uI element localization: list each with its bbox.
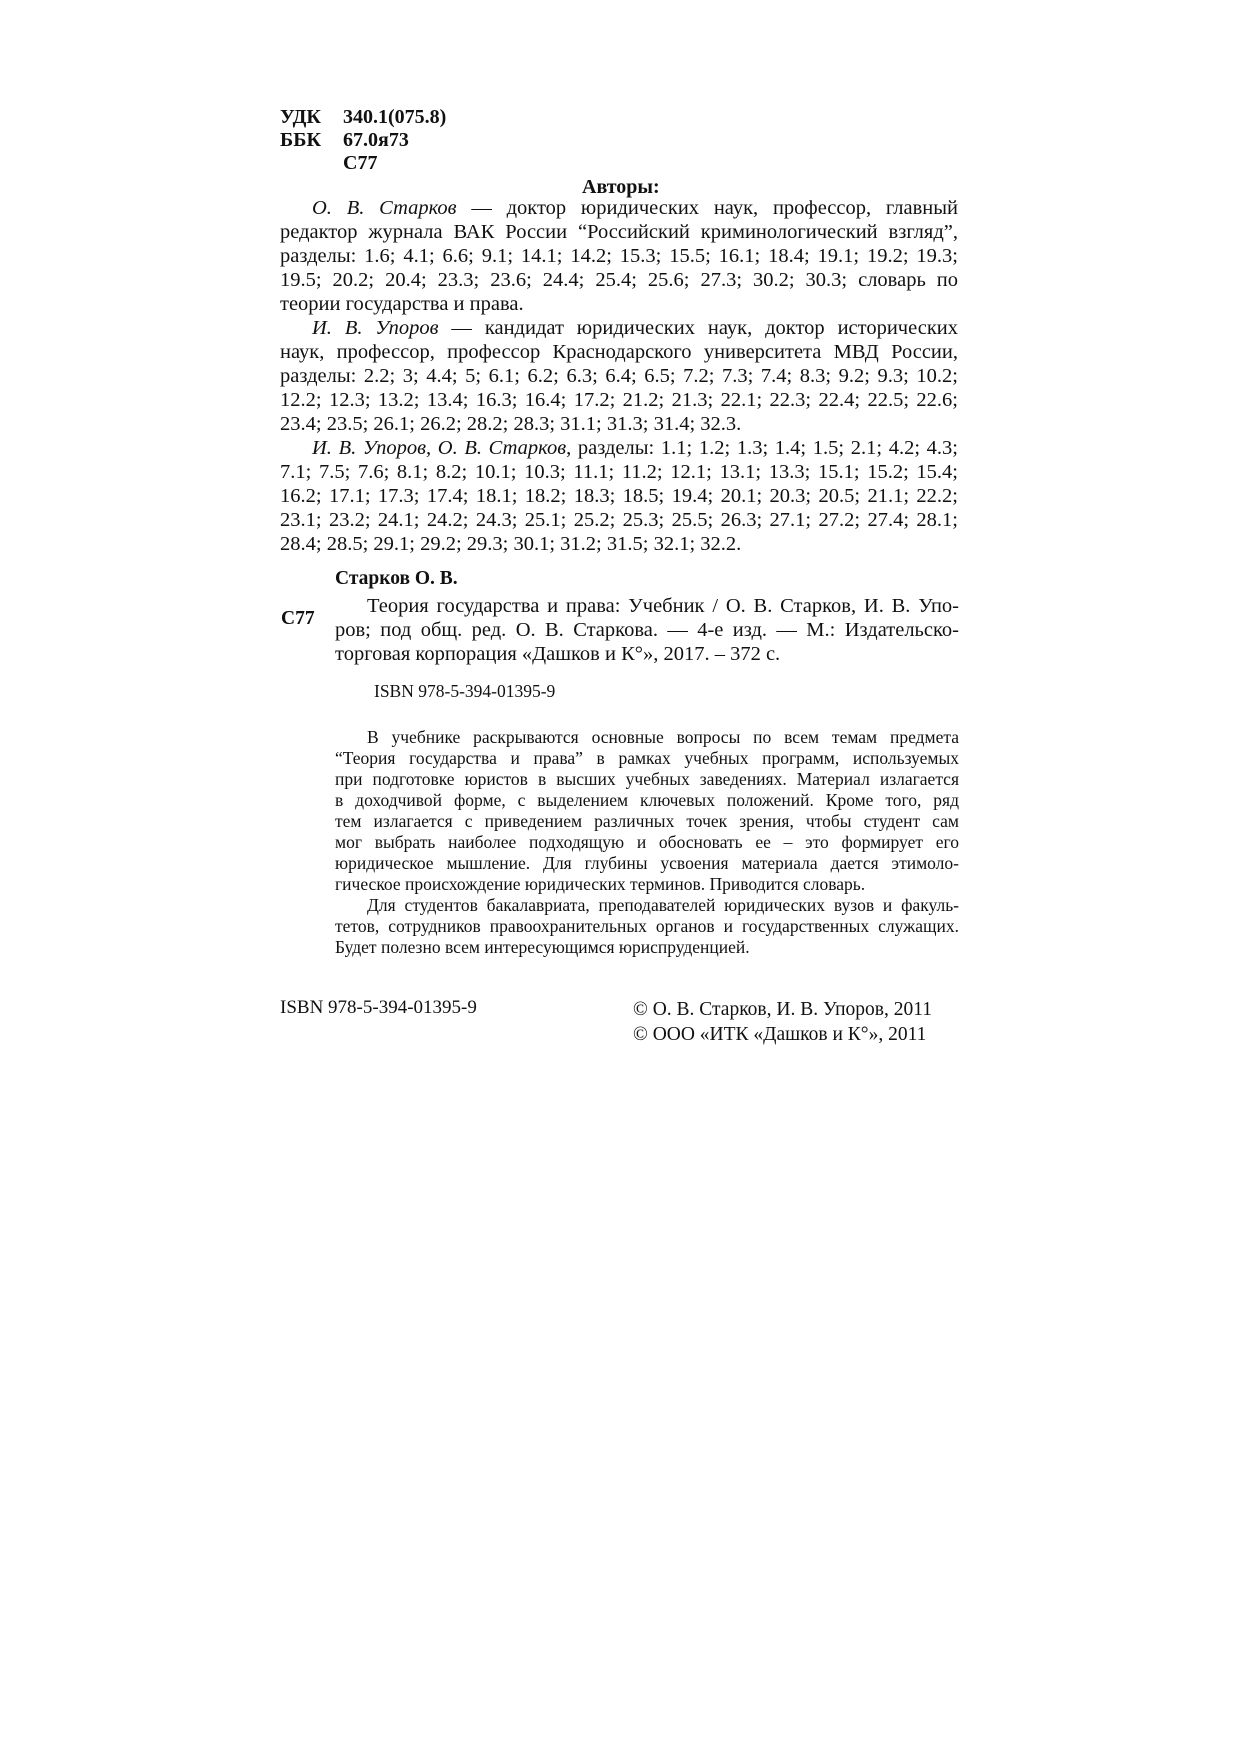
author-name-starkov: О. В. Старков — [312, 197, 457, 219]
bbk-row — [280, 129, 446, 152]
author-mark-row — [280, 152, 446, 175]
udk-label: УДК — [280, 106, 321, 128]
author-line: 19.5; 20.2; 20.4; 23.3; 23.6; 24.4; 25.4; 25.6; 27.3; 30.2; 30.3; словарь по — [280, 269, 958, 291]
abstract-line: при подготовке юристов в высших учебных заведениях. Материал излагается — [335, 769, 959, 789]
author-line: теории государства и права. — [280, 293, 524, 315]
author-mark: С77 — [343, 152, 378, 174]
abstract-line: тем излагается с приведением различных точек зрения, чтобы студент сам — [335, 811, 959, 831]
catalog-line: Теория государства и права: Учебник / О. В. Старков, И. В. Упо- — [367, 595, 959, 617]
abstract-line: мог выбрать наиболее подходящую и обосновать ее – это формирует его — [335, 832, 959, 852]
copyright-publisher: © ООО «ИТК «Дашков и К°», 2011 — [633, 1024, 927, 1045]
author-line: 23.4; 23.5; 26.1; 26.2; 28.2; 28.3; 31.1; 31.3; 31.4; 32.3. — [280, 413, 742, 435]
footer-isbn: ISBN 978-5-394-01395-9 — [280, 997, 477, 1018]
author-line: разделы: 2.2; 3; 4.4; 5; 6.1; 6.2; 6.3; 6.4; 6.5; 7.2; 7.3; 7.4; 8.3; 9.2; 9.3; 10.2; — [280, 365, 958, 387]
author-line: 16.2; 17.1; 17.3; 17.4; 18.1; 18.2; 18.3; 18.5; 19.4; 20.1; 20.3; 20.5; 21.1; 22.2; — [280, 485, 958, 507]
authors-heading: Авторы: — [582, 176, 660, 198]
catalog-line: ров; под общ. ред. О. В. Старкова. — 4-е изд. — М.: Издательско- — [335, 619, 959, 641]
copyright-block — [633, 997, 932, 1047]
abstract-line: тетов, сотрудников правоохранительных органов и государственных служащих. — [335, 916, 959, 936]
abstract-line: “Теория государства и права” в рамках учебных программ, используемых — [335, 748, 959, 768]
abstract-line: в доходчивой форме, с выделением ключевых положений. Кроме того, ряд — [335, 790, 959, 810]
udk-value: 340.1(075.8) — [343, 106, 447, 128]
author-line: И. В. Упоров, О. В. Старков, разделы: 1.1; 1.2; 1.3; 1.4; 1.5; 2.1; 4.2; 4.3; — [312, 437, 958, 459]
author-line: 7.1; 7.5; 7.6; 8.1; 8.2; 10.1; 10.3; 11.1; 11.2; 12.1; 13.1; 13.3; 15.1; 15.2; 15.4; — [280, 461, 958, 483]
author-name-joint: И. В. Упоров, О. В. Старков — [312, 437, 567, 459]
udk-row — [280, 106, 446, 129]
abstract — [335, 727, 959, 958]
abstract-line: Будет полезно всем интересующимся юриспруденцией. — [335, 937, 750, 957]
author-line: 28.4; 28.5; 29.1; 29.2; 29.3; 30.1; 31.2; 31.5; 32.1; 32.2. — [280, 533, 742, 555]
author-line: 12.2; 12.3; 13.2; 13.4; 16.3; 16.4; 17.2; 21.2; 21.3; 22.1; 22.3; 22.4; 22.5; 22.6; — [280, 389, 958, 411]
author-name-uporov: И. В. Упоров — [312, 317, 439, 339]
author-line: 23.1; 23.2; 24.1; 24.2; 24.3; 25.1; 25.2; 25.3; 25.5; 26.3; 27.1; 27.2; 27.4; 28.1; — [280, 509, 958, 531]
catalog-main-author: Старков О. В. — [335, 568, 458, 589]
bbk-value: 67.0я73 — [343, 129, 409, 151]
catalog-isbn: ISBN 978-5-394-01395-9 — [374, 681, 556, 701]
abstract-line: В учебнике раскрываются основные вопросы по всем темам предмета — [367, 727, 959, 747]
author-line: О. В. Старков — доктор юридических наук, профессор, главный — [312, 197, 958, 219]
author-line: И. В. Упоров — кандидат юридических наук, доктор исторических — [312, 317, 958, 339]
bbk-label: ББК — [280, 129, 321, 151]
catalog-side-mark: С77 — [281, 608, 315, 629]
author-line: наук, профессор, профессор Краснодарского университета МВД России, — [280, 341, 958, 363]
abstract-line: юридическое мышление. Для глубины усвоения материала дается этимоло- — [335, 853, 959, 873]
abstract-line: Для студентов бакалавриата, преподавателей юридических вузов и факуль- — [367, 895, 959, 915]
authors-section — [280, 196, 958, 556]
author-line: редактор журнала ВАК России “Российский криминологический взгляд”, — [280, 221, 958, 243]
author-line: разделы: 1.6; 4.1; 6.6; 9.1; 14.1; 14.2; 15.3; 15.5; 16.1; 18.4; 19.1; 19.2; 19.3; — [280, 245, 958, 267]
copyright-authors: © О. В. Старков, И. В. Упоров, 2011 — [633, 999, 932, 1020]
catalog-line: торговая корпорация «Дашков и К°», 2017. – 372 с. — [335, 643, 781, 665]
catalog-entry — [335, 594, 959, 666]
abstract-line: гическое происхождение юридических терминов. Приводится словарь. — [335, 874, 866, 894]
classification-block — [280, 106, 446, 175]
